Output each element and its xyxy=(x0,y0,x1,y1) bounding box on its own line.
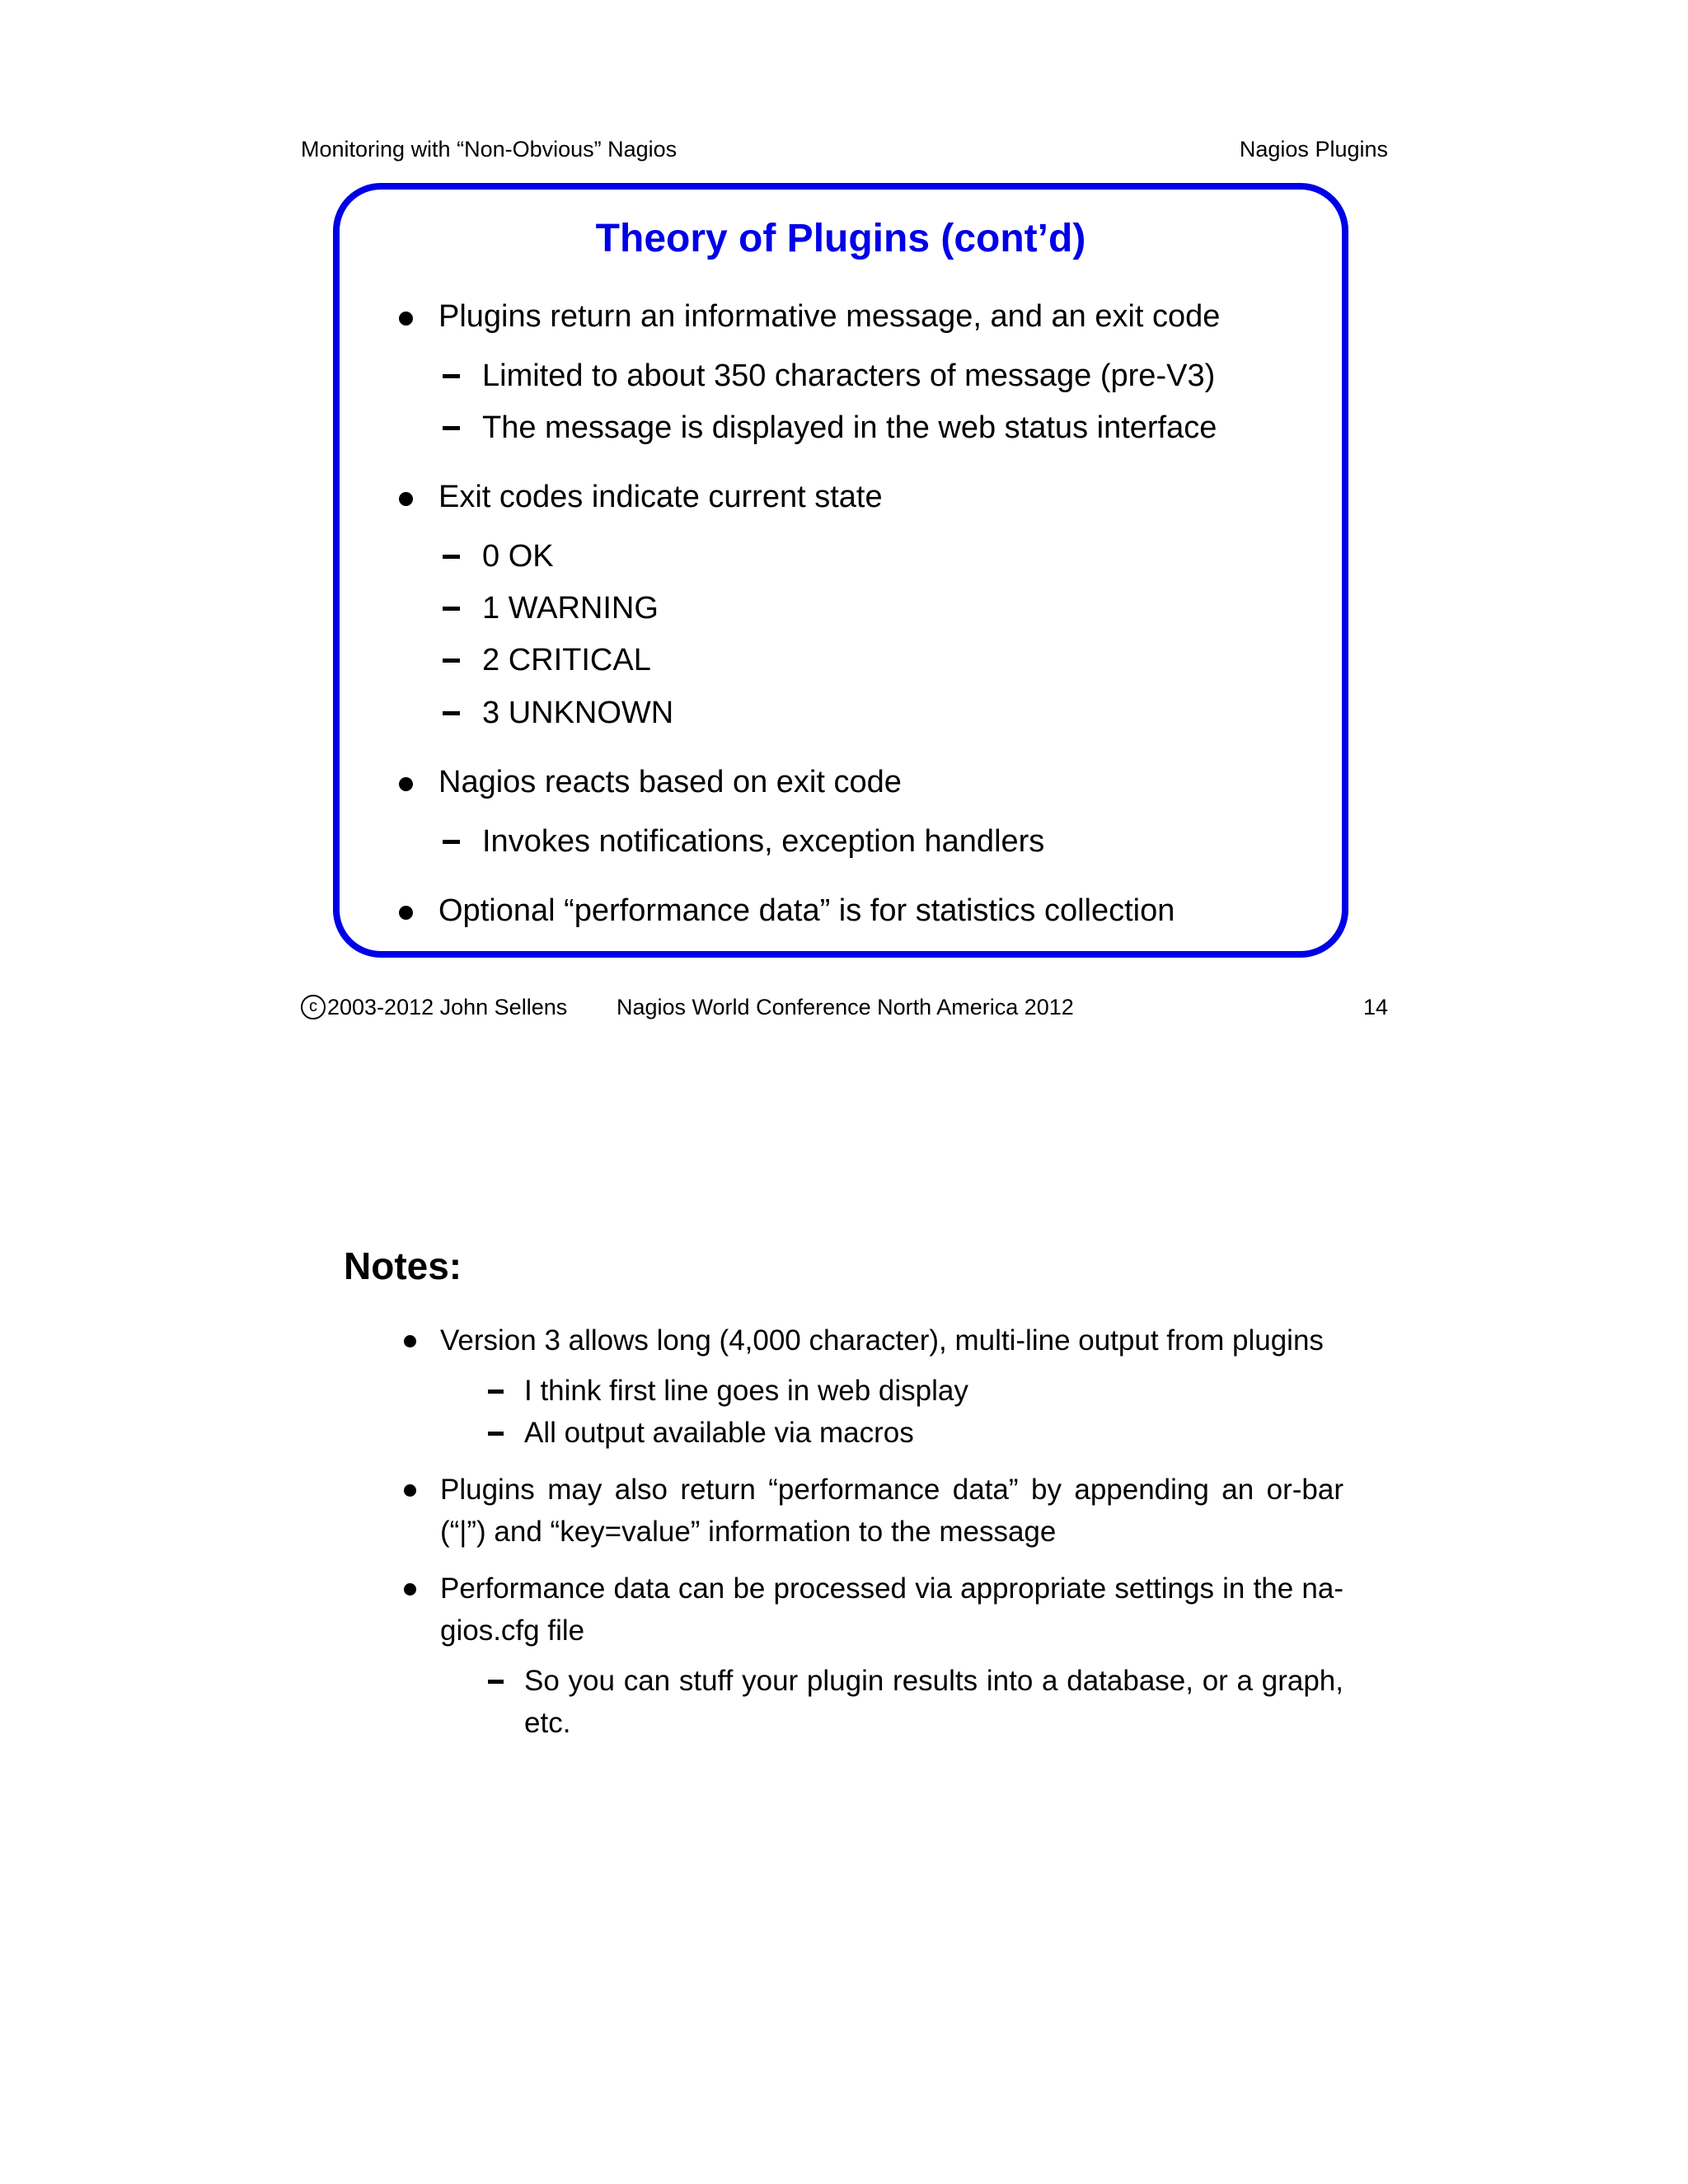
notes-subitem-text: I think first line goes in web display xyxy=(524,1375,968,1407)
dash-icon xyxy=(443,607,460,611)
bullet-dot-icon xyxy=(404,1484,416,1497)
slide-subitem-text: The message is displayed in the web status interface xyxy=(482,410,1217,445)
notes-subitem xyxy=(488,1660,1343,1744)
bullet-dot-icon xyxy=(399,312,413,326)
slide-bullet-text: Exit codes indicate current state xyxy=(438,480,883,514)
notes-bullet xyxy=(404,1319,1343,1361)
bullet-dot-icon xyxy=(399,906,413,920)
running-header-right: Nagios Plugins xyxy=(1239,137,1388,162)
notes-subitem-text: So you can stuff your plugin results into a database, or a graph, etc. xyxy=(524,1665,1343,1739)
dash-icon xyxy=(443,658,460,663)
slide-subitem-text: 1 WARNING xyxy=(482,591,659,626)
slide-subitem-text: Limited to about 350 characters of message (pre-V3) xyxy=(482,359,1216,393)
notes-bullet-text: Performance data can be processed via appropriate settings in the na-gios.cfg file xyxy=(440,1572,1343,1647)
slide-bullet-text: Optional “performance data” is for statistics collection xyxy=(438,893,1175,928)
dash-icon xyxy=(443,711,460,715)
notes-bullet xyxy=(404,1469,1343,1553)
slide-box xyxy=(333,183,1348,958)
slide-subitem-text: 3 UNKNOWN xyxy=(482,696,674,730)
bullet-dot-icon xyxy=(404,1583,416,1596)
slide-bullet-text: Plugins return an informative message, and an exit code xyxy=(438,299,1221,334)
notes-heading: Notes: xyxy=(344,1244,462,1287)
slide-subitem-text: 2 CRITICAL xyxy=(482,643,651,677)
running-header-left: Monitoring with “Non-Obvious” Nagios xyxy=(301,137,678,162)
footer-copyright-text: 2003-2012 John Sellens xyxy=(327,995,568,1019)
copyright-icon: c xyxy=(301,995,326,1019)
dash-icon xyxy=(443,426,460,430)
notes-bullet-text: Plugins may also return “performance data” by appending an or-bar (“|”) and “key=value” information to the message xyxy=(440,1474,1343,1548)
notes-subitem-text: All output available via macros xyxy=(524,1417,914,1449)
footer-conference: Nagios World Conference North America 2012 xyxy=(617,995,1074,1019)
dash-icon xyxy=(488,1680,504,1684)
bullet-dot-icon xyxy=(404,1335,416,1347)
dash-icon xyxy=(443,555,460,559)
slide-bullet-text: Nagios reacts based on exit code xyxy=(438,765,902,799)
bullet-dot-icon xyxy=(399,492,413,506)
dash-icon xyxy=(443,374,460,378)
notes-subitem xyxy=(488,1370,1343,1412)
bullet-dot-icon xyxy=(399,777,413,791)
dash-icon xyxy=(488,1390,504,1394)
dash-icon xyxy=(443,840,460,844)
notes-bullet xyxy=(404,1568,1343,1652)
slide-subitem-text: 0 OK xyxy=(482,539,554,574)
slide-title: Theory of Plugins (cont’d) xyxy=(595,217,1086,260)
page-number: 14 xyxy=(1362,995,1388,1019)
dash-icon xyxy=(488,1432,504,1436)
notes-bullet-text: Version 3 allows long (4,000 character), multi-line output from plugins xyxy=(440,1324,1324,1357)
notes-subitem xyxy=(488,1412,1343,1454)
footer-copyright xyxy=(301,992,567,1022)
slide-subitem-text: Invokes notifications, exception handlers xyxy=(482,824,1045,859)
